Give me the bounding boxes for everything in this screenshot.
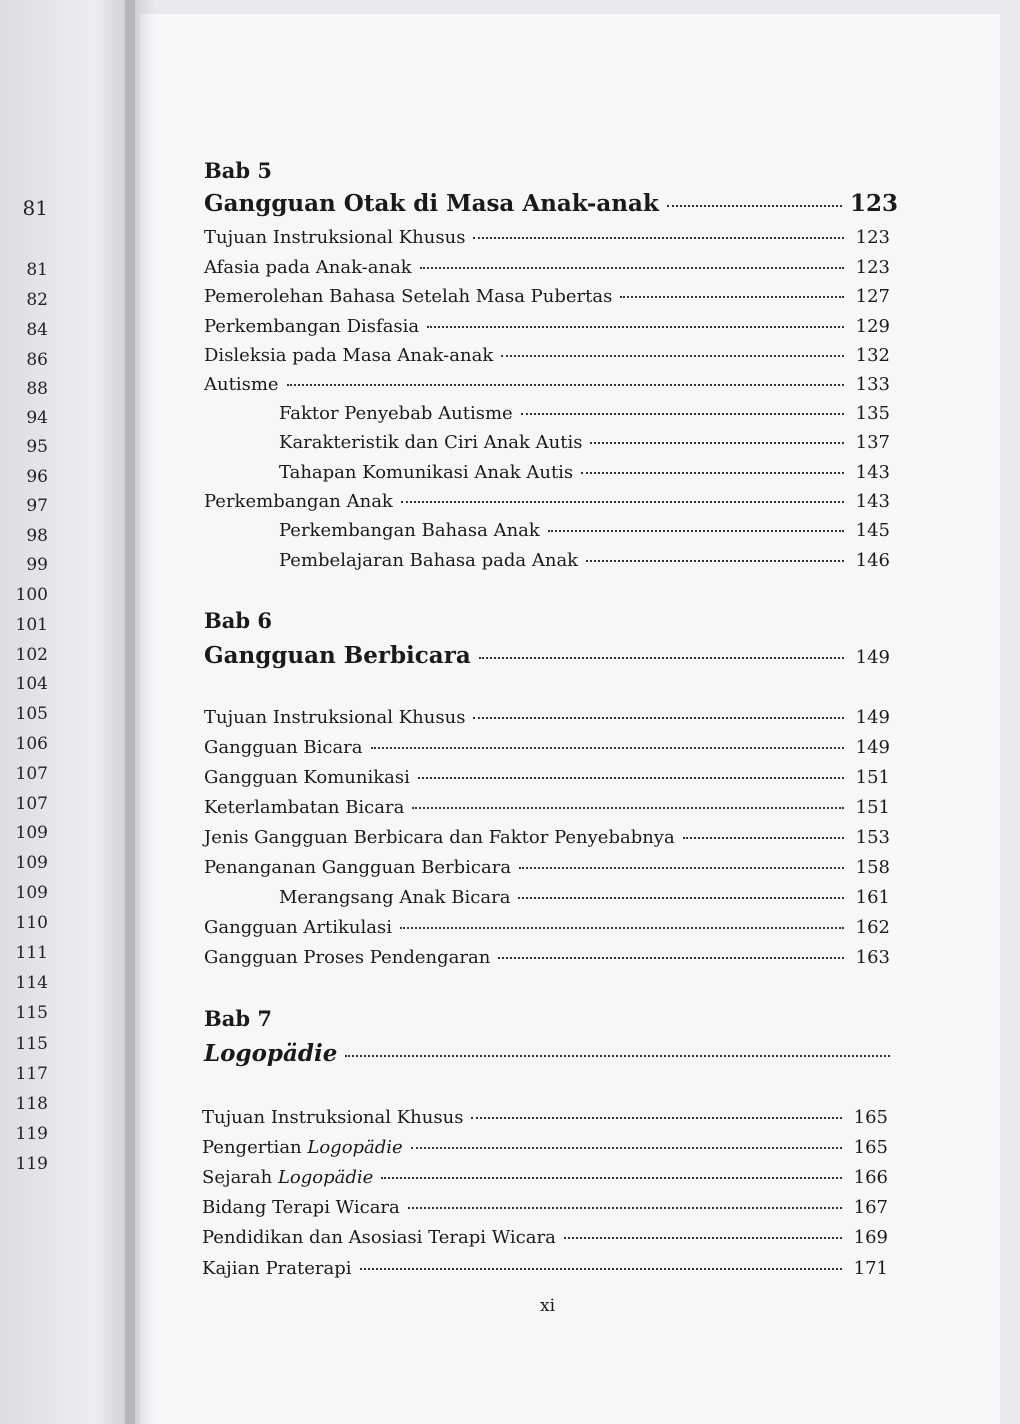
toc-subentry [279, 519, 890, 543]
entry-title-prefix: Sejarah [202, 1167, 278, 1188]
leader-dots [408, 1207, 842, 1209]
leader-dots [371, 747, 844, 749]
chapter-title: Gangguan Berbicara [204, 642, 471, 669]
entry-page: 151 [855, 767, 890, 788]
chapter-title: Gangguan Otak di Masa Anak-anak [204, 190, 659, 217]
leader-dots [586, 560, 844, 562]
left-page-number: 117 [15, 1064, 48, 1084]
entry-page: 149 [855, 737, 890, 758]
entry-title-italic: Logopädie [277, 1167, 374, 1188]
left-page-number: 110 [15, 913, 48, 933]
toc-subentry [279, 431, 890, 455]
toc-entry [202, 1136, 888, 1160]
left-page-number: 104 [15, 674, 48, 694]
toc-entry [202, 1226, 888, 1250]
left-page-number: 118 [15, 1094, 48, 1114]
left-page-number: 111 [15, 943, 48, 963]
entry-page: 163 [855, 947, 890, 968]
leader-dots [471, 1117, 842, 1119]
left-page-number: 81 [26, 260, 48, 280]
leader-dots [420, 267, 844, 269]
entry-title: Autisme [204, 374, 279, 395]
left-page-number: 115 [15, 1003, 48, 1023]
entry-title: Merangsang Anak Bicara [279, 887, 511, 908]
left-page-number: 88 [26, 379, 48, 399]
toc-entry [202, 1196, 888, 1220]
leader-dots [590, 442, 844, 444]
toc-subentry [279, 549, 890, 573]
entry-page: 165 [853, 1137, 888, 1158]
chapter-page: 123 [850, 190, 899, 217]
chapter-page: 149 [855, 647, 890, 668]
left-page-number: 105 [15, 704, 48, 724]
entry-page: 129 [855, 316, 890, 337]
entry-title-prefix: Pengertian [202, 1137, 308, 1158]
entry-page: 169 [853, 1227, 888, 1248]
chapter-label: Bab 7 [204, 1006, 272, 1031]
left-page-number: 119 [15, 1124, 48, 1144]
chapter-title: Logopädie [204, 1040, 338, 1067]
left-page-number: 94 [26, 408, 48, 428]
footer-page-number: xi [540, 1296, 556, 1316]
entry-title: Tujuan Instruksional Khusus [204, 227, 466, 248]
leader-dots [620, 296, 844, 298]
entry-title: Penanganan Gangguan Berbicara [204, 857, 512, 878]
leader-dots [519, 867, 844, 869]
leader-dots [360, 1268, 842, 1270]
leader-dots [564, 1237, 842, 1239]
entry-page: 161 [855, 887, 890, 908]
entry-page: 165 [853, 1107, 888, 1128]
left-page-number: 109 [15, 883, 48, 903]
entry-title-italic: Logopädie [307, 1137, 403, 1158]
chapter-heading [204, 1042, 890, 1066]
entry-title [202, 1166, 373, 1190]
leader-dots [667, 205, 842, 207]
left-page-number: 84 [26, 320, 48, 340]
toc-entry [204, 916, 890, 940]
entry-title: Tujuan Instruksional Khusus [204, 707, 466, 728]
toc-entry [204, 946, 890, 970]
entry-title: Gangguan Bicara [204, 737, 363, 758]
toc-entry [204, 226, 890, 250]
toc-entry [202, 1257, 888, 1281]
entry-page: 135 [855, 403, 890, 424]
entry-title: Pembelajaran Bahasa pada Anak [279, 550, 579, 571]
entry-page: 166 [853, 1167, 888, 1188]
entry-page: 132 [855, 345, 890, 366]
chapter-label: Bab 5 [204, 158, 272, 183]
toc-entry [204, 344, 890, 368]
entry-title: Pemerolehan Bahasa Setelah Masa Pubertas [204, 286, 613, 307]
chapter-label: Bab 6 [204, 608, 272, 633]
toc-entry [204, 826, 890, 850]
entry-title: Gangguan Proses Pendengaran [204, 947, 491, 968]
left-page-number: 106 [15, 734, 48, 754]
toc-entry [204, 706, 890, 730]
left-page-number: 95 [26, 437, 48, 457]
entry-page: 171 [853, 1258, 888, 1279]
toc-subentry [279, 402, 890, 426]
left-page-number: 97 [26, 496, 48, 516]
leader-dots [412, 807, 844, 809]
entry-page: 145 [855, 520, 890, 541]
toc-entry [204, 766, 890, 790]
left-page-number: 99 [26, 555, 48, 575]
chapter-heading [204, 644, 890, 670]
entry-page: 151 [855, 797, 890, 818]
entry-title: Faktor Penyebab Autisme [279, 403, 513, 424]
toc-entry [204, 856, 890, 880]
leader-dots [473, 237, 844, 239]
left-page-number: 96 [26, 467, 48, 487]
leader-dots [473, 717, 844, 719]
left-page [0, 0, 135, 1424]
entry-title: Karakteristik dan Ciri Anak Autis [279, 432, 583, 453]
leader-dots [411, 1147, 842, 1149]
left-page-number: 101 [15, 615, 48, 635]
leader-dots [479, 657, 844, 659]
left-page-number: 119 [15, 1154, 48, 1174]
leader-dots [427, 326, 844, 328]
left-page-number: 81 [22, 196, 48, 220]
leader-dots [418, 777, 844, 779]
leader-dots [548, 530, 844, 532]
book-gutter [125, 0, 155, 1424]
toc-entry [204, 256, 890, 280]
entry-page: 137 [855, 432, 890, 453]
chapter-heading [204, 190, 899, 217]
leader-dots [498, 957, 844, 959]
entry-title [202, 1136, 403, 1160]
entry-title: Perkembangan Anak [204, 491, 393, 512]
entry-title: Pendidikan dan Asosiasi Terapi Wicara [202, 1227, 556, 1248]
toc-entry [204, 285, 890, 309]
leader-dots [400, 927, 844, 929]
entry-page: 127 [855, 286, 890, 307]
entry-page: 123 [855, 227, 890, 248]
toc-entry [204, 736, 890, 760]
left-page-number: 109 [15, 823, 48, 843]
entry-title: Perkembangan Bahasa Anak [279, 520, 540, 541]
left-page-number: 100 [15, 585, 48, 605]
toc-subentry [279, 886, 890, 910]
entry-page: 123 [855, 257, 890, 278]
left-page-number: 109 [15, 853, 48, 873]
toc-entry [204, 796, 890, 820]
entry-title: Tujuan Instruksional Khusus [202, 1107, 464, 1128]
left-page-number: 102 [15, 645, 48, 665]
entry-title: Disleksia pada Masa Anak-anak [204, 345, 494, 366]
left-page-number: 107 [15, 764, 48, 784]
entry-title: Tahapan Komunikasi Anak Autis [279, 462, 574, 483]
entry-page: 146 [855, 550, 890, 571]
leader-dots [581, 472, 844, 474]
entry-page: 143 [855, 491, 890, 512]
leader-dots [501, 355, 844, 357]
leader-dots [683, 837, 844, 839]
toc-subentry [279, 461, 890, 485]
entry-title: Perkembangan Disfasia [204, 316, 420, 337]
toc-entry [202, 1166, 888, 1190]
left-page-number: 86 [26, 350, 48, 370]
entry-page: 158 [855, 857, 890, 878]
leader-dots [521, 413, 844, 415]
entry-title: Kajian Praterapi [202, 1258, 352, 1279]
leader-dots [381, 1177, 842, 1179]
entry-title: Jenis Gangguan Berbicara dan Faktor Penyebabnya [204, 827, 675, 848]
entry-page: 153 [855, 827, 890, 848]
entry-title: Gangguan Komunikasi [204, 767, 410, 788]
entry-page: 149 [855, 707, 890, 728]
toc-entry [202, 1106, 888, 1130]
leader-dots [401, 501, 844, 503]
left-page-number: 114 [15, 973, 48, 993]
toc-entry [204, 315, 890, 339]
entry-page: 143 [855, 462, 890, 483]
leader-dots [518, 897, 844, 899]
entry-page: 133 [855, 374, 890, 395]
entry-title: Keterlambatan Bicara [204, 797, 405, 818]
entry-page: 167 [853, 1197, 888, 1218]
left-page-number: 115 [15, 1034, 48, 1054]
toc-entry [204, 373, 890, 397]
leader-dots [287, 384, 844, 386]
entry-title: Afasia pada Anak-anak [204, 257, 412, 278]
entry-title: Bidang Terapi Wicara [202, 1197, 400, 1218]
toc-entry [204, 490, 890, 514]
left-page-number: 98 [26, 526, 48, 546]
entry-title: Gangguan Artikulasi [204, 917, 392, 938]
entry-page: 162 [855, 917, 890, 938]
leader-dots [345, 1055, 890, 1057]
left-page-number: 82 [26, 290, 48, 310]
left-page-number: 107 [15, 794, 48, 814]
